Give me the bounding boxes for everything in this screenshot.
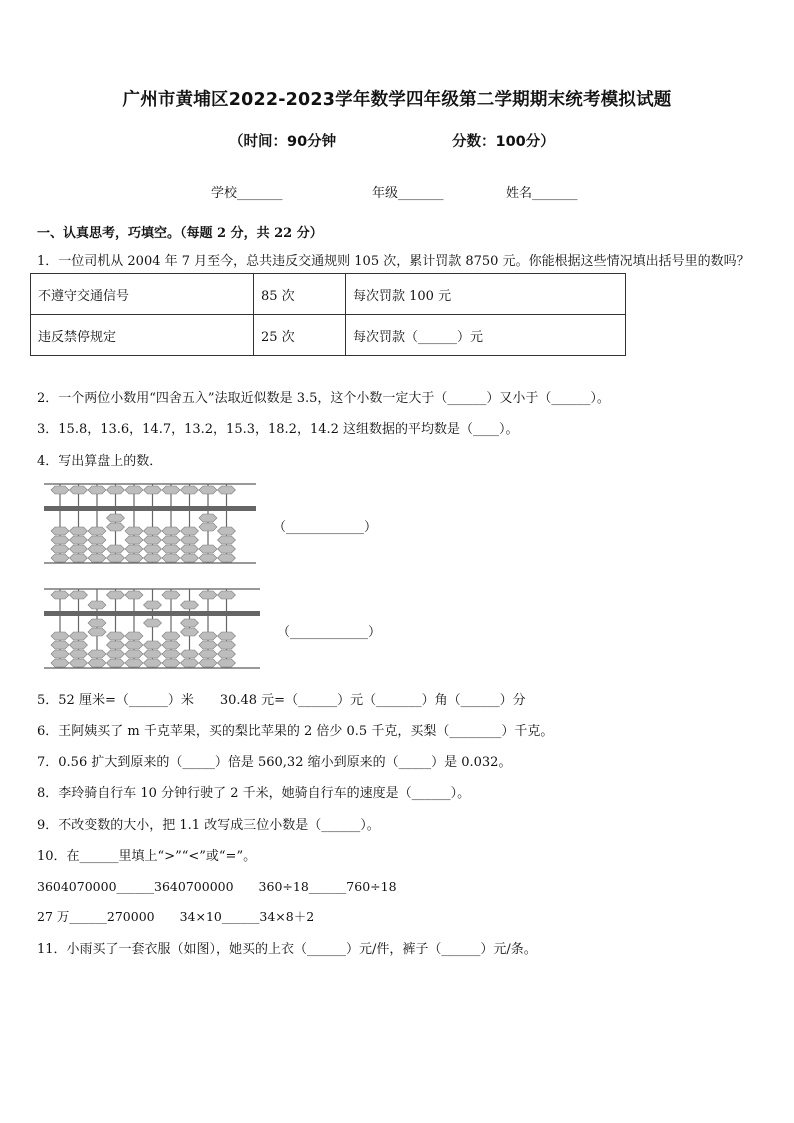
abacus-bead xyxy=(199,641,217,649)
abacus-bead xyxy=(88,536,106,544)
abacus-2-answer[interactable]: （____________） xyxy=(277,625,382,640)
abacus-bead xyxy=(199,514,217,522)
abacus-bead xyxy=(125,527,143,535)
abacus-bead xyxy=(218,659,236,667)
question-2: 2．一个两位小数用“四舍五入”法取近似数是 3.5，这个小数一定大于（______）又小于（______）。 xyxy=(37,391,610,406)
abacus-bead xyxy=(51,536,69,544)
abacus-bead xyxy=(107,486,125,494)
table-cell: 不遵守交通信号 xyxy=(31,274,254,315)
abacus-bead xyxy=(88,619,106,627)
abacus-bead xyxy=(218,536,236,544)
abacus-bead xyxy=(88,545,106,553)
abacus-bead xyxy=(199,650,217,658)
fine-table xyxy=(30,273,626,356)
abacus-bead xyxy=(107,591,125,599)
abacus-bead xyxy=(125,641,143,649)
abacus-bead xyxy=(144,641,162,649)
time-label: （时间：90分钟 xyxy=(229,134,337,150)
abacus-bead xyxy=(107,554,125,562)
abacus-bead xyxy=(88,527,106,535)
abacus-beam xyxy=(44,611,260,616)
score-label: 分数：100分） xyxy=(452,134,555,150)
abacus-bead xyxy=(218,650,236,658)
abacus-bead xyxy=(51,641,69,649)
question-10-line-2: 27 万______270000 34×10______34×8＋2 xyxy=(37,909,315,924)
question-4: 4．写出算盘上的数． xyxy=(37,454,163,469)
abacus-bead xyxy=(199,554,217,562)
abacus-bead xyxy=(144,619,162,627)
abacus-bead xyxy=(70,536,88,544)
abacus-bead xyxy=(107,545,125,553)
abacus-1 xyxy=(44,480,260,564)
abacus-bead xyxy=(51,650,69,658)
abacus-bead xyxy=(125,486,143,494)
question-3: 3．15.8，13.6，14.7，13.2，15.3，18.2，14.2 这组数据的平均数是（____）。 xyxy=(37,422,519,437)
question-5: 5．52 厘米=（______）米 30.48 元=（______）元（_______）角（______）分 xyxy=(37,693,526,708)
table-cell: 25 次 xyxy=(254,315,346,356)
question-7: 7．0.56 扩大到原来的（_____）倍是 560,32 缩小到原来的（_____）是 0.032。 xyxy=(37,755,512,770)
abacus-bead xyxy=(70,486,88,494)
abacus-bead xyxy=(181,486,199,494)
abacus-bead xyxy=(125,659,143,667)
abacus-bead xyxy=(107,514,125,522)
abacus-bead xyxy=(162,536,180,544)
abacus-bead xyxy=(144,601,162,609)
abacus-bead xyxy=(162,591,180,599)
abacus-bead xyxy=(181,536,199,544)
abacus-bead xyxy=(125,650,143,658)
page-title: 广州市黄埔区2022-2023学年数学四年级第二学期期末统考模拟试题 xyxy=(122,90,672,110)
abacus-bead xyxy=(125,591,143,599)
abacus-bead xyxy=(199,632,217,640)
abacus-bead xyxy=(70,659,88,667)
abacus-bead xyxy=(51,659,69,667)
abacus-bead xyxy=(144,659,162,667)
table-row xyxy=(31,274,626,315)
abacus-bead xyxy=(181,554,199,562)
question-10: 10．在______里填上“>”“<”或“=”。 xyxy=(37,849,257,864)
abacus-bead xyxy=(88,554,106,562)
question-11: 11．小雨买了一套衣服（如图），她买的上衣（______）元/件，裤子（______）元/条。 xyxy=(37,942,537,957)
abacus-bead xyxy=(70,545,88,553)
abacus-beam xyxy=(44,506,256,511)
abacus-bead xyxy=(181,527,199,535)
abacus-bead xyxy=(162,527,180,535)
abacus-bead xyxy=(199,486,217,494)
abacus-bead xyxy=(51,486,69,494)
abacus-bead xyxy=(144,527,162,535)
abacus-bead xyxy=(125,545,143,553)
abacus-bead xyxy=(125,554,143,562)
abacus-bead xyxy=(162,659,180,667)
abacus-bead xyxy=(144,536,162,544)
abacus-bead xyxy=(218,486,236,494)
abacus-bead xyxy=(107,523,125,531)
abacus-bead xyxy=(144,554,162,562)
abacus-bead xyxy=(162,632,180,640)
abacus-bead xyxy=(162,650,180,658)
abacus-bead xyxy=(144,486,162,494)
table-cell: 每次罚款 100 元 xyxy=(346,274,626,315)
abacus-bead xyxy=(162,545,180,553)
abacus-bead xyxy=(181,628,199,636)
abacus-bead xyxy=(199,591,217,599)
abacus-bead xyxy=(162,554,180,562)
question-1: 1．一位司机从 2004 年 7 月至今，总共违反交通规则 105 次，累计罚款 8750 元。你能根据这些情况填出括号里的数吗？ xyxy=(37,254,750,269)
abacus-bead xyxy=(199,659,217,667)
abacus-bead xyxy=(88,628,106,636)
abacus-bead xyxy=(218,545,236,553)
abacus-bead xyxy=(70,554,88,562)
abacus-bead xyxy=(144,545,162,553)
abacus-bead xyxy=(88,650,106,658)
abacus-bead xyxy=(70,527,88,535)
question-8: 8．李玲骑自行车 10 分钟行驶了 2 千米，她骑自行车的速度是（______）。 xyxy=(37,786,471,801)
abacus-bead xyxy=(181,659,199,667)
abacus-bead xyxy=(51,545,69,553)
abacus-bead xyxy=(162,486,180,494)
school-field[interactable]: 学校_______ xyxy=(211,186,283,201)
abacus-bead xyxy=(51,527,69,535)
abacus-bead xyxy=(218,554,236,562)
abacus-bead xyxy=(199,523,217,531)
abacus-2 xyxy=(44,585,264,669)
question-9: 9．不改变数的大小，把 1.1 改写成三位小数是（______）。 xyxy=(37,818,380,833)
abacus-bead xyxy=(51,632,69,640)
abacus-bead xyxy=(162,641,180,649)
table-cell[interactable]: 每次罚款（______）元 xyxy=(346,315,626,356)
abacus-bead xyxy=(51,591,69,599)
abacus-bead xyxy=(70,632,88,640)
abacus-bead xyxy=(218,527,236,535)
abacus-bead xyxy=(218,632,236,640)
abacus-bead xyxy=(70,650,88,658)
abacus-bead xyxy=(107,641,125,649)
table-cell: 违反禁停规定 xyxy=(31,315,254,356)
grade-field[interactable]: 年级_______ xyxy=(372,186,444,201)
question-6: 6．王阿姨买了 m 千克苹果，买的梨比苹果的 2 倍少 0.5 千克，买梨（________）千克。 xyxy=(37,724,554,739)
abacus-bead xyxy=(181,650,199,658)
abacus-bead xyxy=(70,591,88,599)
abacus-bead xyxy=(88,601,106,609)
table-cell: 85 次 xyxy=(254,274,346,315)
abacus-bead xyxy=(181,619,199,627)
table-row xyxy=(31,315,626,356)
abacus-bead xyxy=(51,554,69,562)
name-field[interactable]: 姓名_______ xyxy=(506,186,578,201)
abacus-bead xyxy=(218,591,236,599)
abacus-bead xyxy=(107,650,125,658)
abacus-bead xyxy=(218,641,236,649)
abacus-bead xyxy=(125,632,143,640)
abacus-bead xyxy=(125,536,143,544)
abacus-bead xyxy=(181,601,199,609)
abacus-1-answer[interactable]: （____________） xyxy=(273,520,378,535)
abacus-bead xyxy=(107,659,125,667)
abacus-bead xyxy=(88,486,106,494)
abacus-bead xyxy=(144,650,162,658)
question-10-line-1: 3604070000______3640700000 360÷18______760÷18 xyxy=(37,879,397,894)
abacus-bead xyxy=(70,641,88,649)
section-heading: 一、认真思考，巧填空。（每题 2 分，共 22 分） xyxy=(37,226,323,241)
abacus-bead xyxy=(107,632,125,640)
abacus-bead xyxy=(199,545,217,553)
abacus-bead xyxy=(88,659,106,667)
abacus-bead xyxy=(181,545,199,553)
